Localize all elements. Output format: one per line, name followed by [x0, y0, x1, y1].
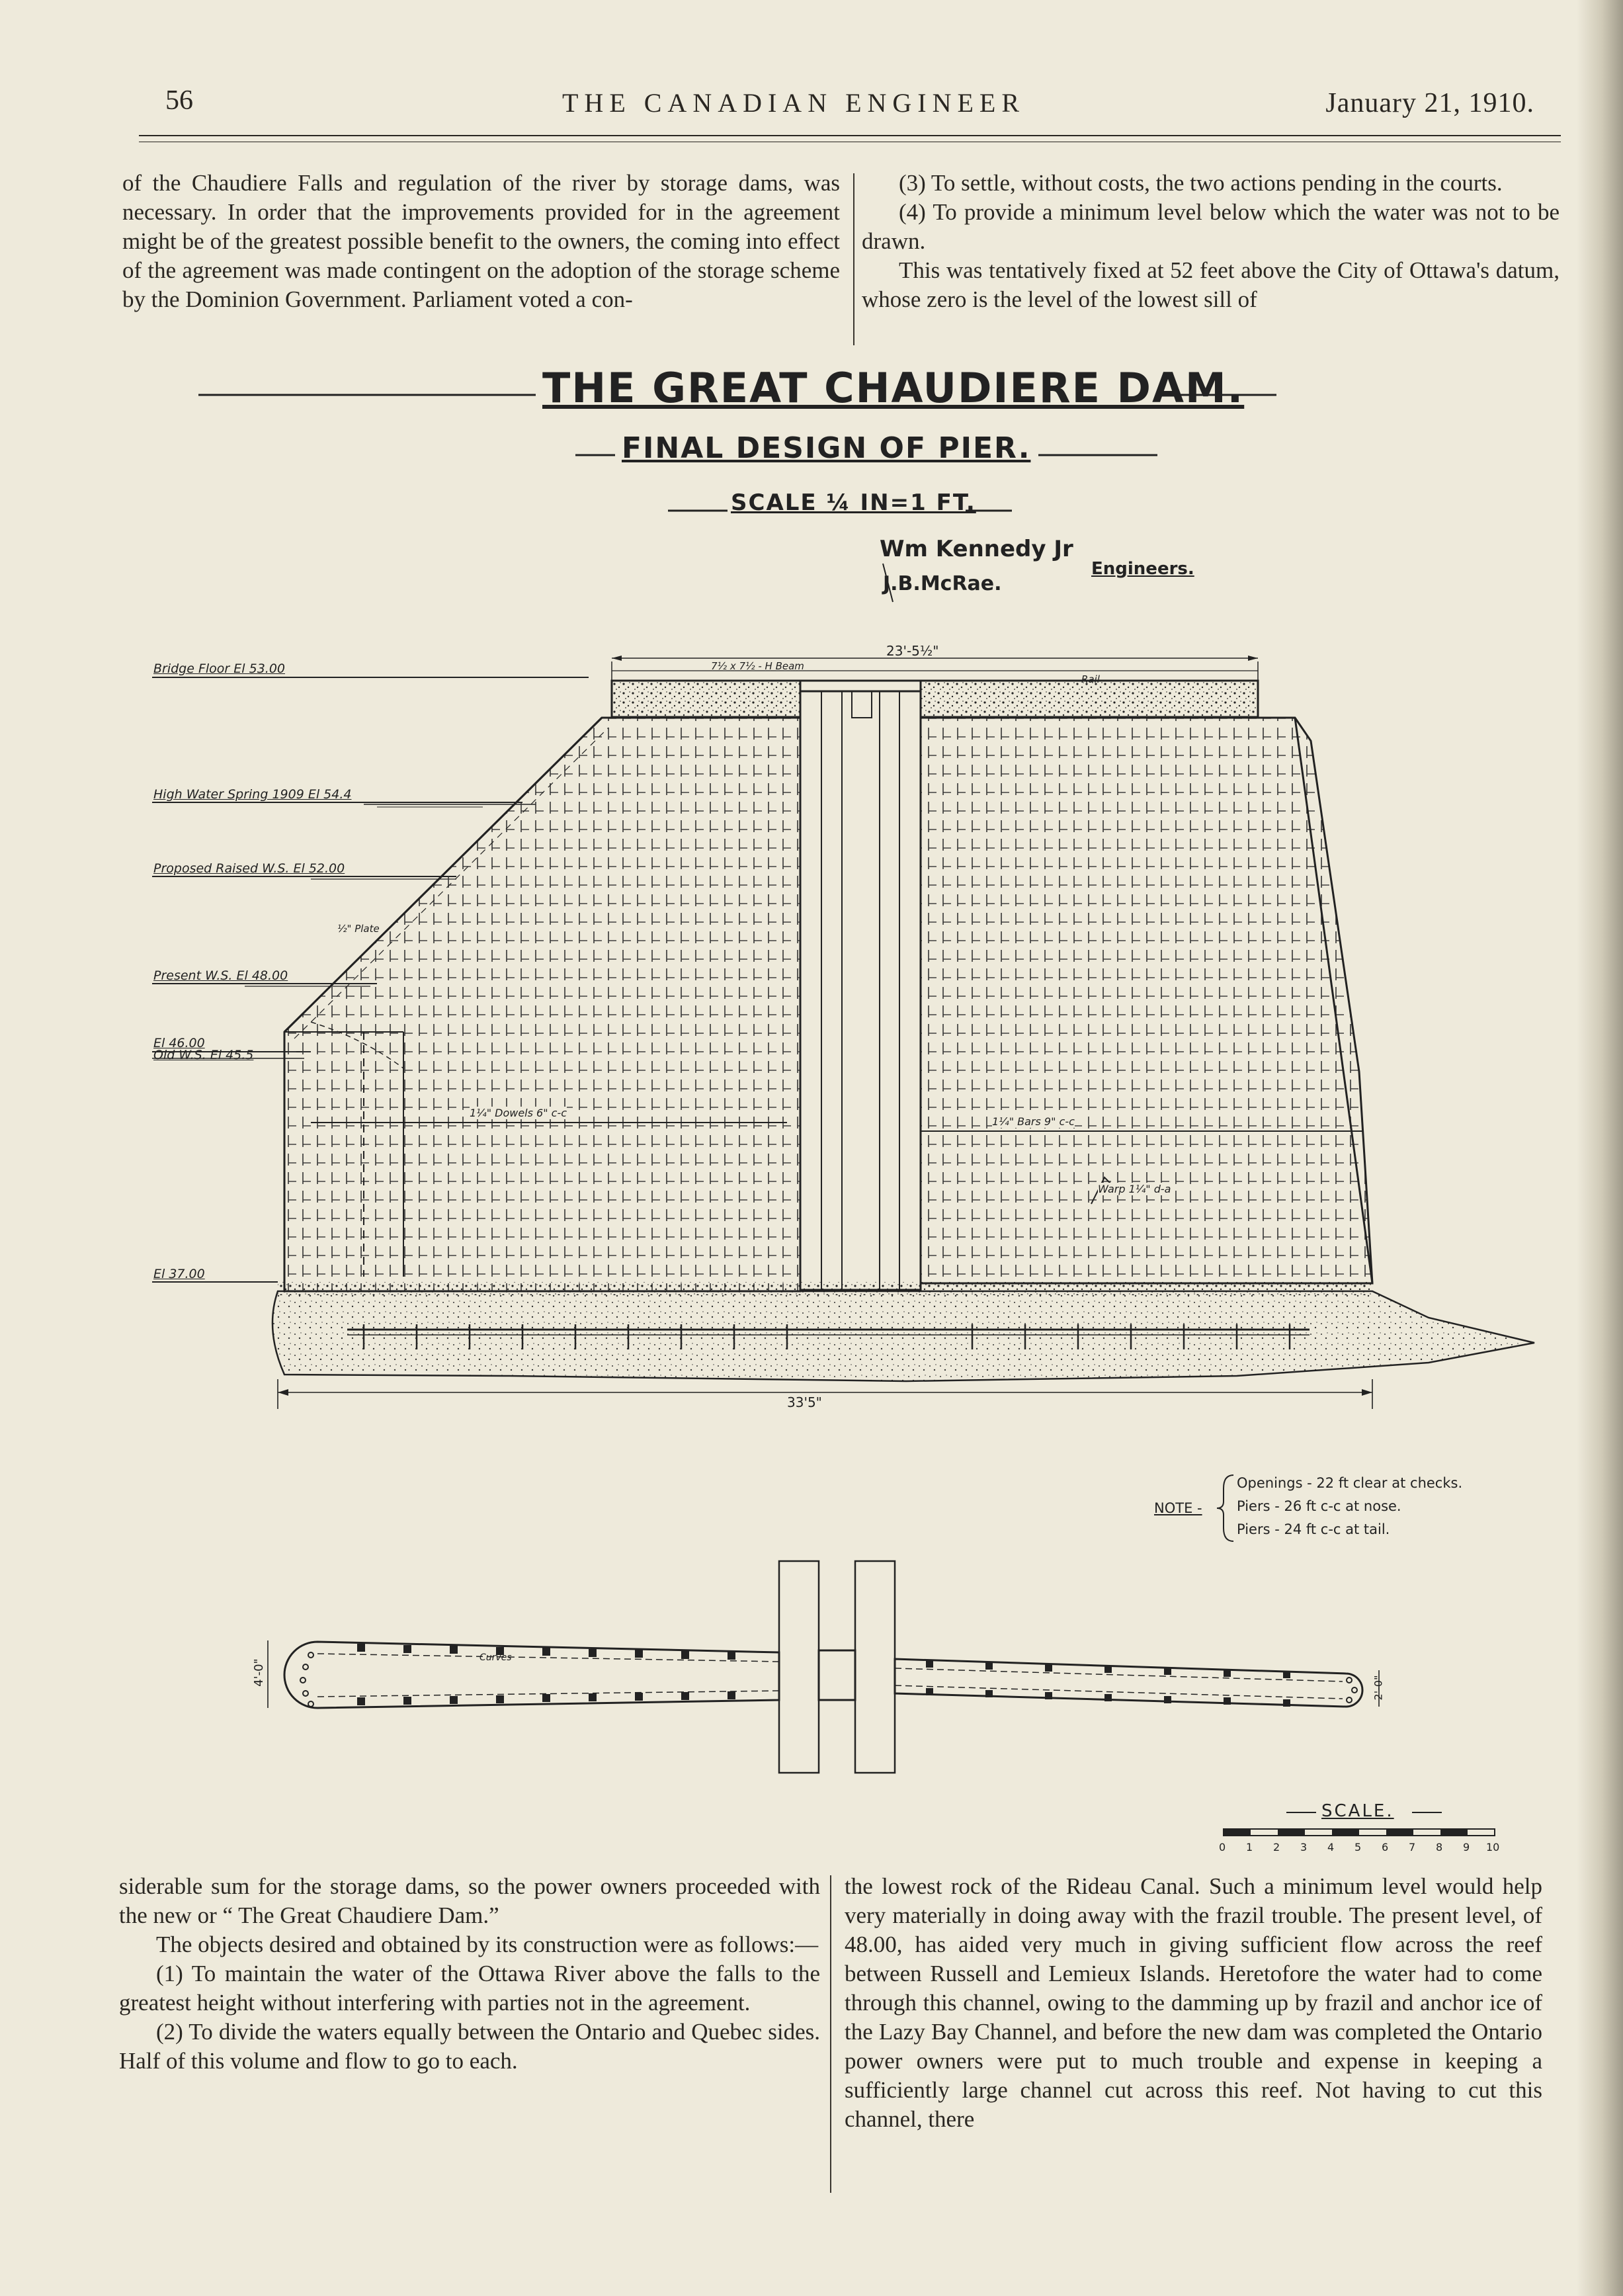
- top-left-column: [122, 169, 840, 314]
- scale-tick: 6: [1382, 1841, 1389, 1853]
- page-edge-shadow: [1577, 0, 1623, 2296]
- level-el46: El 46.00: [153, 1036, 205, 1050]
- drawing-scale-label: SCALE ¼ IN=1 FT.: [731, 489, 976, 516]
- dim-bottom-width: 33'5": [787, 1394, 822, 1410]
- paragraph: (2) To divide the waters equally between the Ontario and Quebec sides. Half of this volume and flow to go to each.: [119, 2019, 820, 2074]
- scale-tick: 8: [1436, 1841, 1443, 1853]
- rail-label: Rail: [1081, 673, 1100, 685]
- drawing-subtitle: FINAL DESIGN OF PIER.: [622, 431, 1031, 465]
- paragraph: the lowest rock of the Rideau Canal. Such a minimum level would help very materially in doing away with the frazil trouble. The present level, of 48.00, has aided very much in giving sufficient flow across the reef between Russell and Lemieux Islands. Heretofore the water had to come through this channel, owing to the damming up by frazil and anchor ice of the Lazy Bay Channel, and before the new dam was completed the Ontario power owners were put to much trouble and expense in keeping a sufficiently large channel cut across this reef. Not having to cut this channel, there: [845, 1873, 1542, 2132]
- drawing-title: THE GREAT CHAUDIERE DAM.: [542, 364, 1245, 412]
- note-line: Openings - 22 ft clear at checks.: [1237, 1475, 1463, 1491]
- engineers-label: Engineers.: [1091, 559, 1194, 579]
- plan-curves-label: Curves: [479, 1652, 512, 1663]
- issue-date: January 21, 1910.: [1325, 88, 1534, 118]
- paragraph: (1) To maintain the water of the Ottawa River above the falls to the greatest height without interfering with parties not in the agreement.: [119, 1961, 820, 2016]
- scale-tick: 5: [1354, 1841, 1362, 1853]
- plan-width-label: 4'-0": [251, 1658, 266, 1687]
- journal-title: THE CANADIAN ENGINEER: [562, 88, 1026, 118]
- note-line: Piers - 24 ft c-c at tail.: [1237, 1521, 1390, 1537]
- top-right-column: [862, 169, 1560, 314]
- scale-tick: 2: [1273, 1841, 1280, 1853]
- dim-top-width: 23'-5½": [886, 643, 939, 659]
- paragraph: siderable sum for the storage dams, so the power owners proceeded with the new or “ The Great Chaudiere Dam.”: [119, 1873, 820, 1928]
- plan-tail-label: 2'-0": [1372, 1675, 1385, 1701]
- level-bridge-floor: Bridge Floor El 53.00: [153, 661, 285, 676]
- paragraph: This was tentatively fixed at 52 feet above the City of Ottawa's datum, whose zero is the level of the lowest sill of: [862, 257, 1560, 312]
- level-high-water: High Water Spring 1909 El 54.4: [153, 787, 352, 802]
- scale-tick: 4: [1327, 1841, 1335, 1853]
- scale-tick: 1: [1246, 1841, 1253, 1853]
- engineer-kennedy: Wm Kennedy Jr: [880, 536, 1073, 562]
- header-rule: [139, 135, 1561, 136]
- dowels-label: 1¼" Dowels 6" c-c: [470, 1107, 567, 1119]
- level-present: Present W.S. El 48.00: [153, 968, 288, 983]
- pier-drawing-svg: [112, 357, 1541, 1852]
- page-number: 56: [165, 85, 193, 116]
- paragraph: (4) To provide a minimum level below which the water was not to be drawn.: [862, 199, 1560, 254]
- paragraph: (3) To settle, without costs, the two actions pending in the courts.: [899, 170, 1503, 196]
- warp-label: Warp 1¼" d-a: [1098, 1183, 1171, 1195]
- scale-tick: 10: [1486, 1841, 1500, 1853]
- engineer-mcrae: J.B.McRae.: [883, 572, 1002, 595]
- scale-tick: 3: [1300, 1841, 1308, 1853]
- paragraph: The objects desired and obtained by its construction were as follows:—: [156, 1932, 819, 1957]
- plate-label: ½" Plate: [337, 923, 380, 935]
- bottom-left-column: [119, 1872, 820, 2076]
- bottom-right-column: [845, 1872, 1542, 2134]
- level-proposed: Proposed Raised W.S. El 52.00: [153, 861, 345, 876]
- bars-label: 1¼" Bars 9" c-c: [992, 1115, 1075, 1128]
- level-old-ws: Old W.S. El 45.5: [153, 1048, 254, 1062]
- level-el37: El 37.00: [153, 1267, 205, 1281]
- pier-drawing: [112, 357, 1541, 1852]
- beam-label: 7½ x 7½ - H Beam: [711, 660, 804, 672]
- note-label: NOTE -: [1154, 1500, 1202, 1516]
- page-header: [139, 78, 1561, 138]
- paragraph: of the Chaudiere Falls and regulation of the river by storage dams, was necessary. In order that the improvements provided for in the agreement might be of the greatest possible benefit to the owners, the coming into effect of the agreement was made contingent on the adoption of the storage scheme by the Dominion Government. Parliament voted a con-: [122, 170, 840, 312]
- scale-tick: 0: [1219, 1841, 1226, 1853]
- pier-plan-view: [268, 1561, 1379, 1773]
- column-divider: [853, 173, 854, 345]
- scale-tick: 9: [1463, 1841, 1470, 1853]
- scale-tick: 7: [1409, 1841, 1416, 1853]
- note-line: Piers - 26 ft c-c at nose.: [1237, 1498, 1401, 1514]
- column-divider: [830, 1875, 831, 2193]
- scale-bar-title: SCALE.: [1321, 1801, 1394, 1821]
